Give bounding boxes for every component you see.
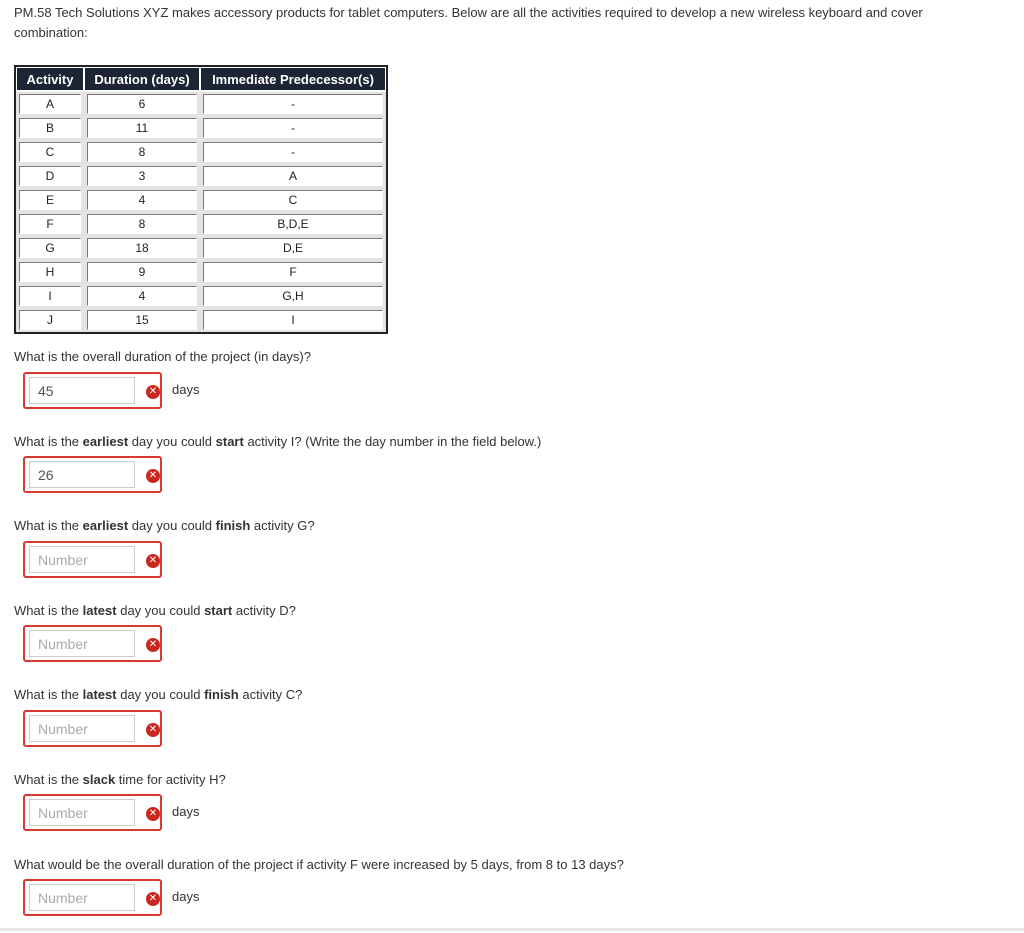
answer-box [23,456,162,493]
predecessor-cell: G,H [203,286,383,306]
header-activity: Activity [16,67,84,92]
header-predecessors: Immediate Predecessor(s) [200,67,386,92]
question-fragment: What is the [14,772,83,787]
question-fragment: What is the [14,518,83,533]
error-x-icon: ✕ [146,638,160,652]
error-x-icon: ✕ [146,469,160,483]
question-emphasis: latest [82,687,117,702]
predecessor-cell: B,D,E [203,214,383,234]
problem-intro: PM.58 Tech Solutions XYZ makes accessory products for tablet computers. Below are all the activities required to develop a new wireless keyboard and cover combination: [14,5,923,40]
answer-box [23,794,162,831]
duration-cell: 11 [87,118,197,138]
table-row [16,140,386,164]
table-row [16,92,386,116]
duration-cell: 4 [87,286,197,306]
question-emphasis: start [204,603,233,618]
question-fragment: What is the [14,687,83,702]
table-row [16,188,386,212]
question-text [14,434,541,449]
question-emphasis: earliest [82,434,129,449]
question-fragment: day you could [116,603,205,618]
question-fragment: time for activity H? [115,772,226,787]
predecessor-cell: I [203,310,383,330]
question-emphasis: start [215,434,244,449]
question-fragment: activity C? [238,687,303,702]
question-emphasis: latest [82,603,117,618]
answer-box [23,710,162,747]
predecessor-cell: F [203,262,383,282]
answer-input[interactable] [29,461,135,488]
table-row [16,116,386,140]
error-x-icon: ✕ [146,807,160,821]
unit-label: days [172,804,200,819]
error-x-icon: ✕ [146,554,160,568]
question-fragment: activity G? [250,518,315,533]
activity-cell: H [19,262,81,282]
answer-box [23,541,162,578]
question-text [14,518,315,533]
question-text [14,857,624,872]
unit-label: days [172,889,200,904]
answer-input[interactable] [29,715,135,742]
duration-cell: 18 [87,238,197,258]
activity-cell: I [19,286,81,306]
unit-label: days [172,382,200,397]
question-fragment: What would be the overall duration of the project if activity F were increased by 5 days, from 8 to 13 days? [14,857,624,872]
question-fragment: What is the overall duration of the project (in days)? [14,349,311,364]
question-emphasis: earliest [82,518,129,533]
activity-cell: J [19,310,81,330]
question-emphasis: slack [82,772,116,787]
activity-cell: G [19,238,81,258]
table-row [16,164,386,188]
question-emphasis: finish [215,518,251,533]
predecessor-cell: - [203,118,383,138]
error-x-icon: ✕ [146,385,160,399]
question-text [14,687,302,702]
answer-input[interactable] [29,630,135,657]
question-fragment: What is the [14,603,83,618]
question-text [14,349,311,364]
table-row [16,260,386,284]
predecessor-cell: D,E [203,238,383,258]
activity-cell: A [19,94,81,114]
table-row [16,308,386,332]
question-emphasis: finish [204,687,239,702]
question-fragment: day you could [116,687,205,702]
activity-cell: B [19,118,81,138]
question-text [14,772,226,787]
question-fragment: activity D? [232,603,296,618]
question-fragment: day you could [128,518,216,533]
answer-box [23,625,162,662]
answer-input[interactable] [29,546,135,573]
question-fragment: day you could [128,434,216,449]
bottom-divider [0,928,1024,931]
predecessor-cell: - [203,94,383,114]
activity-cell: F [19,214,81,234]
table-row [16,236,386,260]
activity-table [14,65,388,334]
predecessor-cell: A [203,166,383,186]
duration-cell: 3 [87,166,197,186]
duration-cell: 8 [87,142,197,162]
answer-box [23,879,162,916]
answer-input[interactable] [29,884,135,911]
table-row [16,212,386,236]
table-header-row [16,67,386,92]
duration-cell: 6 [87,94,197,114]
activity-cell: C [19,142,81,162]
predecessor-cell: C [203,190,383,210]
duration-cell: 15 [87,310,197,330]
duration-cell: 9 [87,262,197,282]
activity-cell: D [19,166,81,186]
duration-cell: 8 [87,214,197,234]
error-x-icon: ✕ [146,723,160,737]
question-fragment: activity I? (Write the day number in the field below.) [243,434,542,449]
table-row [16,284,386,308]
error-x-icon: ✕ [146,892,160,906]
predecessor-cell: - [203,142,383,162]
activity-cell: E [19,190,81,210]
question-text [14,603,296,618]
answer-input[interactable] [29,799,135,826]
header-duration: Duration (days) [84,67,200,92]
question-fragment: What is the [14,434,83,449]
duration-cell: 4 [87,190,197,210]
answer-input[interactable] [29,377,135,404]
answer-box [23,372,162,409]
